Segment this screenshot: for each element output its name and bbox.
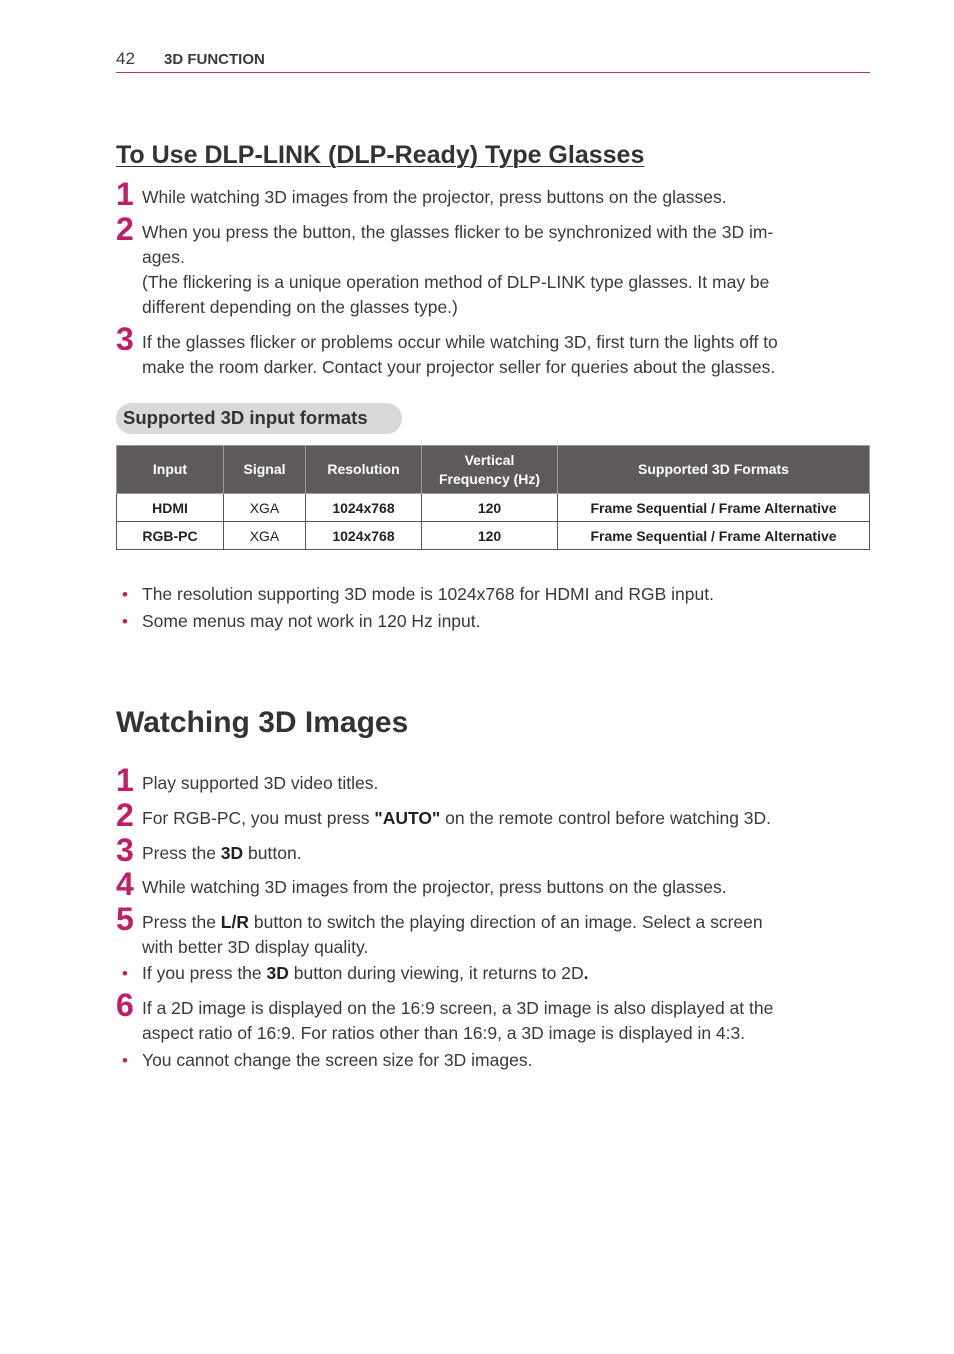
bullet-dot-icon: •	[122, 1051, 128, 1070]
cell-resolution: 1024x768	[306, 494, 422, 522]
cell-resolution: 1024x768	[306, 522, 422, 550]
cell-frequency: 120	[422, 494, 558, 522]
page-number: 42	[116, 49, 135, 68]
watch-step-2	[116, 797, 870, 833]
table-header-row	[117, 446, 870, 494]
step-number: 2	[116, 211, 134, 247]
col-header-frequency: Vertical Frequency (Hz)	[422, 446, 558, 494]
cell-3d-format: Frame Sequential / Frame Alternative	[558, 522, 870, 550]
chapter-title: 3D FUNCTION	[164, 51, 265, 68]
step-number: 1	[116, 762, 134, 798]
format-note-1: • The resolution supporting 3D mode is 1024x768 for HDMI and RGB input.	[122, 582, 870, 607]
step5-note: • If you press the 3D button during viewing, it returns to 2D.	[122, 961, 870, 986]
step-text: When you press the button, the glasses flicker to be synchronized with the 3D im- ages. (The flickering is a unique operation method of DLP-LINK type glasses. It may be different depending on the glasses type.)	[142, 222, 774, 317]
cell-frequency: 120	[422, 522, 558, 550]
watch-step-3	[116, 832, 870, 868]
step-text: Press the L/R button to switch the playing direction of an image. Select a screen with better 3D display quality.	[142, 912, 763, 957]
format-note-2: • Some menus may not work in 120 Hz input.	[122, 609, 870, 634]
watch-step-4	[116, 866, 870, 902]
watch-step-1	[116, 762, 870, 798]
col-header-input: Input	[117, 446, 224, 494]
cell-3d-format: Frame Sequential / Frame Alternative	[558, 494, 870, 522]
step-text: Press the 3D button.	[142, 843, 302, 863]
step-text: If the glasses flicker or problems occur while watching 3D, first turn the lights off to make the room darker. Contact your projector seller for queries about the glasses.	[142, 332, 778, 377]
bullet-dot-icon: •	[122, 612, 128, 631]
section-title-watching-3d: Watching 3D Images	[116, 706, 409, 739]
formats-table	[116, 445, 870, 550]
cell-input: HDMI	[117, 494, 224, 522]
cell-input: RGB-PC	[117, 522, 224, 550]
cell-signal: XGA	[224, 494, 306, 522]
step-text: If a 2D image is displayed on the 16:9 screen, a 3D image is also displayed at the aspect ratio of 16:9. For ratios other than 16:9, a 3D image is displayed in 4:3.	[142, 998, 774, 1043]
dlp-step-3	[116, 321, 870, 380]
step-number: 4	[116, 866, 134, 902]
col-header-3d-formats: Supported 3D Formats	[558, 446, 870, 494]
step6-note: • You cannot change the screen size for 3D images.	[122, 1048, 870, 1073]
col-header-resolution: Resolution	[306, 446, 422, 494]
section-title-dlp-link: To Use DLP-LINK (DLP-Ready) Type Glasses	[116, 141, 645, 169]
step-number: 2	[116, 797, 134, 833]
watch-step-6	[116, 987, 870, 1046]
bullet-dot-icon: •	[122, 585, 128, 604]
table-row	[117, 522, 870, 550]
page-header	[116, 48, 870, 73]
step-number: 3	[116, 832, 134, 868]
watch-step-5	[116, 901, 870, 960]
bullet-dot-icon: •	[122, 964, 128, 983]
step-number: 6	[116, 987, 134, 1023]
step-text: While watching 3D images from the projector, press buttons on the glasses.	[142, 187, 727, 207]
cell-signal: XGA	[224, 522, 306, 550]
step-text: While watching 3D images from the projector, press buttons on the glasses.	[142, 877, 727, 897]
step-number: 5	[116, 901, 134, 937]
step-number: 3	[116, 321, 134, 357]
step-number: 1	[116, 176, 134, 212]
col-header-signal: Signal	[224, 446, 306, 494]
table-row	[117, 494, 870, 522]
dlp-step-2	[116, 211, 870, 320]
step-text: Play supported 3D video titles.	[142, 773, 379, 793]
dlp-step-1	[116, 176, 870, 212]
subsection-title: Supported 3D input formats	[123, 407, 368, 428]
step-text: For RGB-PC, you must press "AUTO" on the remote control before watching 3D.	[142, 808, 772, 828]
subsection-heading-pill	[116, 403, 402, 434]
